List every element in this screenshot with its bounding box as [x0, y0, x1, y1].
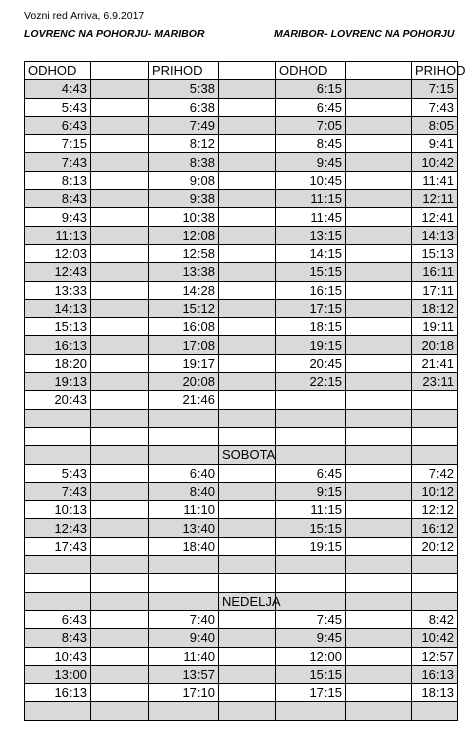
arrive-time: 18:12	[412, 299, 458, 317]
empty-cell	[91, 501, 149, 519]
arrive-time: 7:42	[412, 464, 458, 482]
empty-cell	[219, 62, 276, 80]
empty-cell	[346, 336, 412, 354]
table-row	[25, 519, 458, 537]
empty-cell	[346, 98, 412, 116]
arrive-time: 7:40	[149, 610, 219, 628]
depart-header: ODHOD	[25, 62, 91, 80]
route-title-maribor-lovrenc: MARIBOR- LOVRENC NA POHORJU	[274, 28, 455, 40]
arrive-time: 23:11	[412, 373, 458, 391]
arrive-time: 12:57	[412, 647, 458, 665]
depart-time: 12:00	[276, 647, 346, 665]
depart-time: 16:13	[25, 336, 91, 354]
depart-time: 6:15	[276, 80, 346, 98]
arrive-header: PRIHOD	[412, 62, 458, 80]
table-row	[25, 391, 458, 409]
depart-time: 8:13	[25, 171, 91, 189]
empty-cell	[91, 537, 149, 555]
depart-time: 16:13	[25, 684, 91, 702]
depart-time: 12:43	[25, 263, 91, 281]
arrive-time: 16:08	[149, 318, 219, 336]
empty-cell	[346, 684, 412, 702]
table-row	[25, 464, 458, 482]
depart-time: 7:15	[25, 135, 91, 153]
empty-cell	[412, 592, 458, 610]
arrive-time: 8:38	[149, 153, 219, 171]
table-row	[25, 537, 458, 555]
arrive-time: 8:40	[149, 482, 219, 500]
empty-cell	[149, 409, 219, 427]
depart-time: 9:45	[276, 153, 346, 171]
arrive-time: 11:10	[149, 501, 219, 519]
table-row	[25, 116, 458, 134]
empty-cell	[91, 610, 149, 628]
empty-cell	[219, 135, 276, 153]
empty-cell	[149, 446, 219, 464]
arrive-time: 17:10	[149, 684, 219, 702]
empty-cell	[91, 62, 149, 80]
empty-cell	[91, 116, 149, 134]
depart-time: 22:15	[276, 373, 346, 391]
empty-cell	[91, 446, 149, 464]
depart-time: 19:15	[276, 537, 346, 555]
empty-cell	[346, 116, 412, 134]
empty-cell	[346, 208, 412, 226]
depart-time: 20:43	[25, 391, 91, 409]
empty-cell	[346, 299, 412, 317]
table-row	[25, 226, 458, 244]
depart-time: 6:43	[25, 116, 91, 134]
depart-time: 15:15	[276, 665, 346, 683]
empty-cell	[91, 427, 149, 445]
arrive-time: 21:46	[149, 391, 219, 409]
empty-cell	[219, 318, 276, 336]
arrive-time: 9:41	[412, 135, 458, 153]
empty-cell	[276, 427, 346, 445]
depart-time	[276, 391, 346, 409]
arrive-time: 7:49	[149, 116, 219, 134]
depart-time: 7:45	[276, 610, 346, 628]
depart-time: 6:45	[276, 98, 346, 116]
depart-time: 11:15	[276, 190, 346, 208]
arrive-time: 13:57	[149, 665, 219, 683]
arrive-time: 12:08	[149, 226, 219, 244]
table-row	[25, 263, 458, 281]
arrive-time: 15:13	[412, 244, 458, 262]
empty-cell	[91, 592, 149, 610]
empty-cell	[346, 610, 412, 628]
empty-cell	[346, 354, 412, 372]
empty-cell	[346, 427, 412, 445]
depart-time: 17:15	[276, 299, 346, 317]
empty-cell	[276, 556, 346, 574]
empty-cell	[25, 446, 91, 464]
empty-cell	[276, 446, 346, 464]
arrive-time: 7:15	[412, 80, 458, 98]
depart-time: 8:45	[276, 135, 346, 153]
table-row	[25, 135, 458, 153]
empty-cell	[91, 464, 149, 482]
arrive-time: 10:42	[412, 153, 458, 171]
empty-cell	[91, 519, 149, 537]
arrive-time: 20:18	[412, 336, 458, 354]
table-row	[25, 208, 458, 226]
table-row	[25, 80, 458, 98]
empty-cell	[276, 409, 346, 427]
blank-row	[25, 427, 458, 445]
empty-cell	[276, 592, 346, 610]
arrive-header: PRIHOD	[149, 62, 219, 80]
empty-cell	[346, 190, 412, 208]
empty-cell	[91, 336, 149, 354]
arrive-time: 14:28	[149, 281, 219, 299]
empty-cell	[346, 665, 412, 683]
empty-cell	[91, 190, 149, 208]
arrive-time: 18:40	[149, 537, 219, 555]
depart-time: 9:15	[276, 482, 346, 500]
arrive-time: 9:40	[149, 629, 219, 647]
section-row	[25, 446, 458, 464]
arrive-time: 8:42	[412, 610, 458, 628]
empty-cell	[346, 574, 412, 592]
depart-time: 10:45	[276, 171, 346, 189]
empty-cell	[219, 281, 276, 299]
table-row	[25, 299, 458, 317]
blank-row	[25, 702, 458, 720]
table-row	[25, 281, 458, 299]
empty-cell	[91, 299, 149, 317]
empty-cell	[91, 702, 149, 720]
empty-cell	[91, 629, 149, 647]
empty-cell	[219, 391, 276, 409]
empty-cell	[25, 556, 91, 574]
table-row	[25, 684, 458, 702]
empty-cell	[346, 244, 412, 262]
depart-time: 13:33	[25, 281, 91, 299]
empty-cell	[91, 226, 149, 244]
table-row	[25, 373, 458, 391]
empty-cell	[25, 574, 91, 592]
arrive-time: 16:12	[412, 519, 458, 537]
empty-cell	[219, 171, 276, 189]
empty-cell	[91, 98, 149, 116]
depart-time: 12:43	[25, 519, 91, 537]
empty-cell	[91, 647, 149, 665]
depart-time: 9:45	[276, 629, 346, 647]
depart-time: 8:43	[25, 629, 91, 647]
empty-cell	[219, 684, 276, 702]
arrive-time: 9:38	[149, 190, 219, 208]
empty-cell	[219, 336, 276, 354]
empty-cell	[346, 153, 412, 171]
depart-time: 17:15	[276, 684, 346, 702]
arrive-time: 19:11	[412, 318, 458, 336]
empty-cell	[25, 702, 91, 720]
empty-cell	[346, 519, 412, 537]
table-row	[25, 501, 458, 519]
depart-time: 8:43	[25, 190, 91, 208]
arrive-time: 6:40	[149, 464, 219, 482]
empty-cell	[219, 482, 276, 500]
depart-header: ODHOD	[276, 62, 346, 80]
table-row	[25, 610, 458, 628]
depart-time: 7:43	[25, 153, 91, 171]
empty-cell	[412, 427, 458, 445]
arrive-time: 12:58	[149, 244, 219, 262]
empty-cell	[91, 153, 149, 171]
empty-cell	[219, 116, 276, 134]
arrive-time: 20:12	[412, 537, 458, 555]
empty-cell	[412, 574, 458, 592]
depart-time: 13:00	[25, 665, 91, 683]
arrive-time: 19:17	[149, 354, 219, 372]
depart-time: 16:15	[276, 281, 346, 299]
empty-cell	[219, 427, 276, 445]
arrive-time: 12:12	[412, 501, 458, 519]
empty-cell	[346, 464, 412, 482]
table-row	[25, 190, 458, 208]
empty-cell	[219, 409, 276, 427]
empty-cell	[346, 409, 412, 427]
arrive-time: 17:11	[412, 281, 458, 299]
empty-cell	[149, 702, 219, 720]
depart-time: 6:43	[25, 610, 91, 628]
empty-cell	[346, 592, 412, 610]
empty-cell	[219, 464, 276, 482]
table-row	[25, 98, 458, 116]
arrive-time: 8:12	[149, 135, 219, 153]
empty-cell	[25, 409, 91, 427]
arrive-time: 17:08	[149, 336, 219, 354]
depart-time: 18:15	[276, 318, 346, 336]
empty-cell	[412, 702, 458, 720]
route-title-lovrenc-maribor: LOVRENC NA POHORJU- MARIBOR	[24, 28, 205, 40]
depart-time: 7:43	[25, 482, 91, 500]
depart-time: 7:05	[276, 116, 346, 134]
empty-cell	[91, 208, 149, 226]
depart-time: 18:20	[25, 354, 91, 372]
empty-cell	[412, 556, 458, 574]
empty-cell	[219, 556, 276, 574]
header-row	[25, 62, 458, 80]
arrive-time: 5:38	[149, 80, 219, 98]
depart-time: 9:43	[25, 208, 91, 226]
blank-row	[25, 574, 458, 592]
arrive-time: 10:12	[412, 482, 458, 500]
arrive-time: 16:11	[412, 263, 458, 281]
empty-cell	[346, 263, 412, 281]
arrive-time: 18:13	[412, 684, 458, 702]
depart-time: 14:15	[276, 244, 346, 262]
empty-cell	[346, 446, 412, 464]
empty-cell	[219, 299, 276, 317]
empty-cell	[346, 373, 412, 391]
empty-cell	[346, 501, 412, 519]
arrive-time: 6:38	[149, 98, 219, 116]
blank-row	[25, 556, 458, 574]
empty-cell	[276, 702, 346, 720]
empty-cell	[149, 427, 219, 445]
timetable	[24, 61, 466, 721]
table-row	[25, 244, 458, 262]
depart-time: 10:13	[25, 501, 91, 519]
empty-cell	[91, 354, 149, 372]
empty-cell	[412, 446, 458, 464]
empty-cell	[219, 354, 276, 372]
arrive-time: 12:11	[412, 190, 458, 208]
table-row	[25, 153, 458, 171]
empty-cell	[91, 684, 149, 702]
blank-row	[25, 409, 458, 427]
empty-cell	[149, 592, 219, 610]
empty-cell	[346, 135, 412, 153]
arrive-time: 13:38	[149, 263, 219, 281]
depart-time: 17:43	[25, 537, 91, 555]
empty-cell	[25, 592, 91, 610]
depart-time: 20:45	[276, 354, 346, 372]
empty-cell	[219, 610, 276, 628]
table-row	[25, 647, 458, 665]
empty-cell	[346, 226, 412, 244]
empty-cell	[91, 482, 149, 500]
arrive-time: 14:13	[412, 226, 458, 244]
empty-cell	[346, 537, 412, 555]
arrive-time: 20:08	[149, 373, 219, 391]
empty-cell	[219, 153, 276, 171]
table-row	[25, 171, 458, 189]
empty-cell	[346, 171, 412, 189]
arrive-time: 10:38	[149, 208, 219, 226]
depart-time: 15:15	[276, 519, 346, 537]
empty-cell	[219, 98, 276, 116]
section-label: SOBOTA	[219, 446, 276, 464]
arrive-time: 11:41	[412, 171, 458, 189]
table-row	[25, 336, 458, 354]
empty-cell	[346, 281, 412, 299]
empty-cell	[219, 665, 276, 683]
empty-cell	[412, 409, 458, 427]
table-row	[25, 354, 458, 372]
arrive-time: 8:05	[412, 116, 458, 134]
arrive-time: 21:41	[412, 354, 458, 372]
empty-cell	[91, 556, 149, 574]
depart-time: 11:45	[276, 208, 346, 226]
table-row	[25, 482, 458, 500]
empty-cell	[346, 80, 412, 98]
empty-cell	[91, 665, 149, 683]
empty-cell	[91, 318, 149, 336]
table-row	[25, 665, 458, 683]
empty-cell	[346, 391, 412, 409]
empty-cell	[219, 629, 276, 647]
depart-time: 14:13	[25, 299, 91, 317]
empty-cell	[149, 556, 219, 574]
depart-time: 10:43	[25, 647, 91, 665]
empty-cell	[91, 373, 149, 391]
empty-cell	[346, 647, 412, 665]
depart-time: 19:13	[25, 373, 91, 391]
empty-cell	[219, 702, 276, 720]
empty-cell	[346, 318, 412, 336]
empty-cell	[219, 537, 276, 555]
arrive-time: 7:43	[412, 98, 458, 116]
empty-cell	[91, 391, 149, 409]
depart-time: 13:15	[276, 226, 346, 244]
depart-time: 11:15	[276, 501, 346, 519]
empty-cell	[219, 647, 276, 665]
empty-cell	[219, 519, 276, 537]
empty-cell	[219, 373, 276, 391]
table-row	[25, 318, 458, 336]
empty-cell	[91, 409, 149, 427]
empty-cell	[346, 482, 412, 500]
arrive-time: 12:41	[412, 208, 458, 226]
empty-cell	[276, 574, 346, 592]
depart-time: 5:43	[25, 98, 91, 116]
empty-cell	[219, 190, 276, 208]
depart-time: 12:03	[25, 244, 91, 262]
empty-cell	[346, 62, 412, 80]
empty-cell	[91, 281, 149, 299]
empty-cell	[346, 556, 412, 574]
section-row	[25, 592, 458, 610]
arrive-time: 9:08	[149, 171, 219, 189]
empty-cell	[346, 629, 412, 647]
empty-cell	[149, 574, 219, 592]
depart-time: 15:15	[276, 263, 346, 281]
empty-cell	[91, 244, 149, 262]
empty-cell	[219, 226, 276, 244]
empty-cell	[219, 574, 276, 592]
empty-cell	[91, 263, 149, 281]
empty-cell	[91, 574, 149, 592]
arrive-time: 15:12	[149, 299, 219, 317]
empty-cell	[91, 171, 149, 189]
depart-time: 5:43	[25, 464, 91, 482]
empty-cell	[346, 702, 412, 720]
depart-time: 6:45	[276, 464, 346, 482]
arrive-time: 11:40	[149, 647, 219, 665]
empty-cell	[219, 208, 276, 226]
depart-time: 19:15	[276, 336, 346, 354]
table-row	[25, 629, 458, 647]
empty-cell	[219, 501, 276, 519]
arrive-time: 16:13	[412, 665, 458, 683]
arrive-time	[412, 391, 458, 409]
arrive-time: 10:42	[412, 629, 458, 647]
empty-cell	[219, 244, 276, 262]
depart-time: 4:43	[25, 80, 91, 98]
empty-cell	[219, 263, 276, 281]
timetable-source: Vozni red Arriva, 6.9.2017	[24, 10, 145, 22]
empty-cell	[25, 427, 91, 445]
arrive-time: 13:40	[149, 519, 219, 537]
empty-cell	[219, 80, 276, 98]
empty-cell	[91, 80, 149, 98]
depart-time: 15:13	[25, 318, 91, 336]
section-label: NEDELJA	[219, 592, 276, 610]
depart-time: 11:13	[25, 226, 91, 244]
empty-cell	[91, 135, 149, 153]
